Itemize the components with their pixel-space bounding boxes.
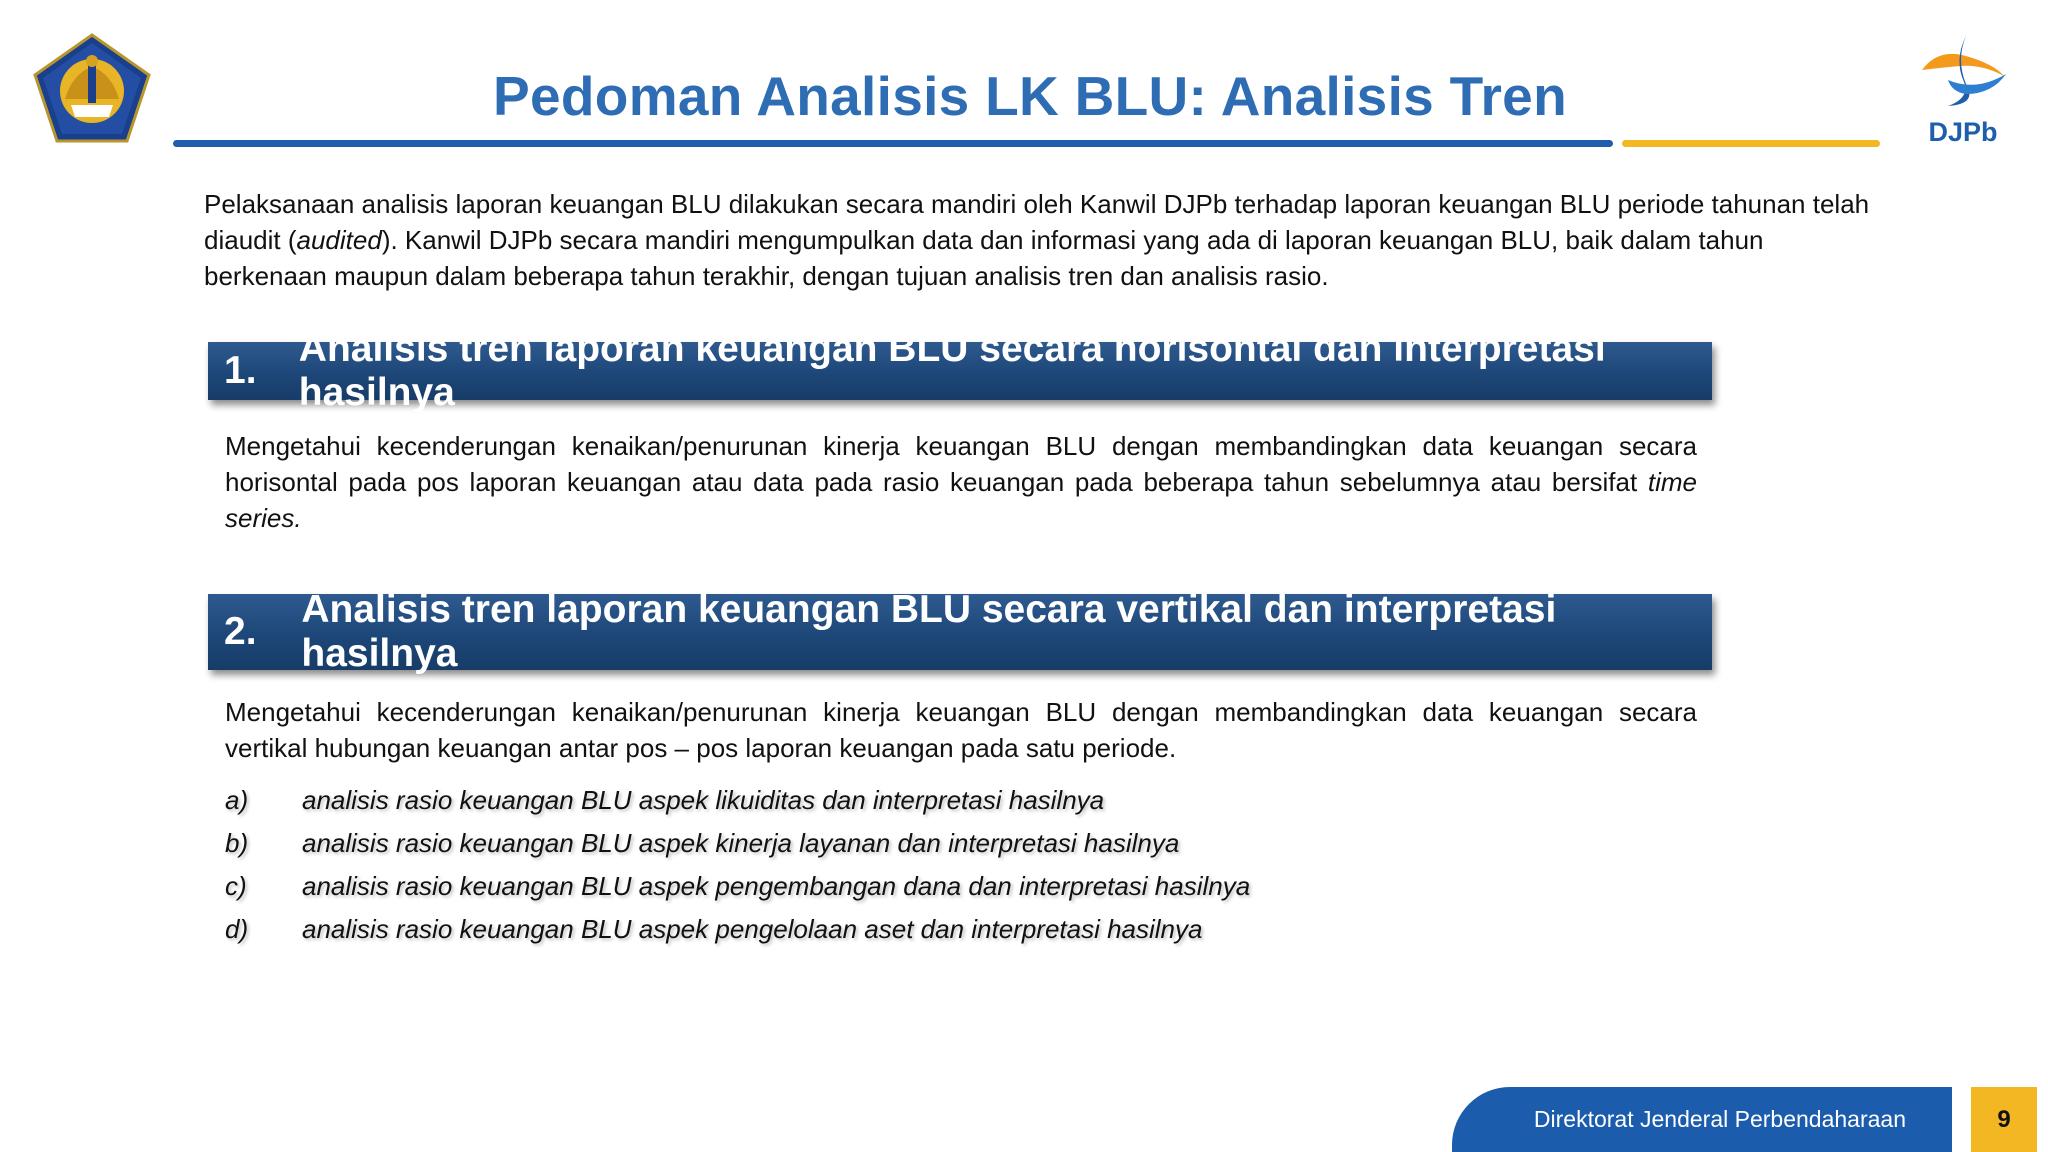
title-underline-blue bbox=[173, 140, 1613, 147]
footer-organization-bar bbox=[1452, 1087, 1952, 1152]
ratio-analysis-list bbox=[225, 782, 1425, 954]
djpb-logo bbox=[1908, 30, 2018, 150]
page-number: 9 bbox=[1971, 1087, 2037, 1152]
list-item-letter: c) bbox=[225, 871, 247, 901]
section-2-title: Analisis tren laporan keuangan BLU secara vertikal dan interpretasi hasilnya bbox=[301, 588, 1557, 675]
djpb-logo-text: DJPb bbox=[1928, 117, 1998, 147]
kemenkeu-emblem-icon bbox=[33, 33, 151, 143]
footer-organization-name: Direktorat Jenderal Perbendaharaan bbox=[1533, 1106, 1906, 1132]
section-1-number: 1. bbox=[224, 349, 257, 392]
section-1-heading bbox=[208, 327, 1712, 414]
section-1-body bbox=[225, 428, 1697, 536]
intro-text-1: Pelaksanaan analisis laporan keuangan BLU dilakukan secara mandiri oleh Kanwil DJPb terhadap laporan keuangan BLU periode tahunan telah diaudit ( bbox=[204, 189, 1870, 255]
list-item-text: analisis rasio keuangan BLU aspek pengelolaan aset dan interpretasi hasilnya bbox=[302, 914, 1203, 944]
list-item-letter: d) bbox=[225, 914, 249, 944]
page-title: Pedoman Analisis LK BLU: Analisis Tren bbox=[493, 65, 1567, 127]
section-1-title: Analisis tren laporan keuangan BLU secara horisontal dan interpretasi hasilnya bbox=[298, 327, 1606, 414]
title-underline-gold bbox=[1622, 140, 1880, 147]
djpb-logo-icon bbox=[1908, 30, 2018, 110]
section-2-heading bbox=[208, 588, 1712, 675]
intro-text-italic: audited bbox=[296, 225, 382, 255]
intro-paragraph bbox=[204, 186, 1884, 294]
list-item bbox=[225, 868, 1425, 911]
list-item bbox=[225, 911, 1425, 954]
list-item bbox=[225, 825, 1425, 868]
intro-text-2: ). Kanwil DJPb secara mandiri mengumpulkan data dan informasi yang ada di laporan keuangan BLU, baik dalam tahun berkenaan maupun dalam beberapa tahun terakhir, dengan tujuan analisis tren dan analisis rasio. bbox=[204, 225, 1764, 291]
list-item-text: analisis rasio keuangan BLU aspek likuiditas dan interpretasi hasilnya bbox=[302, 785, 1105, 815]
list-item-letter: a) bbox=[225, 785, 249, 815]
section-1-body-italic: time series. bbox=[225, 467, 1697, 533]
list-item-letter: b) bbox=[225, 828, 249, 858]
list-item bbox=[225, 782, 1425, 825]
list-item-text: analisis rasio keuangan BLU aspek pengembangan dana dan interpretasi hasilnya bbox=[302, 871, 1251, 901]
section-2-body: Mengetahui kecenderungan kenaikan/penurunan kinerja keuangan BLU dengan membandingkan data keuangan secara vertikal hubungan keuangan antar pos – pos laporan keuangan pada satu periode. bbox=[225, 697, 1697, 763]
section-1-body-text: Mengetahui kecenderungan kenaikan/penurunan kinerja keuangan BLU dengan membandingkan data keuangan secara horisontal pada pos laporan keuangan atau data pada rasio keuangan pada beberapa tahun sebelumnya atau bersifat bbox=[225, 431, 1697, 497]
list-item-text: analisis rasio keuangan BLU aspek kinerja layanan dan interpretasi hasilnya bbox=[302, 828, 1180, 858]
section-2-number: 2. bbox=[224, 610, 257, 653]
